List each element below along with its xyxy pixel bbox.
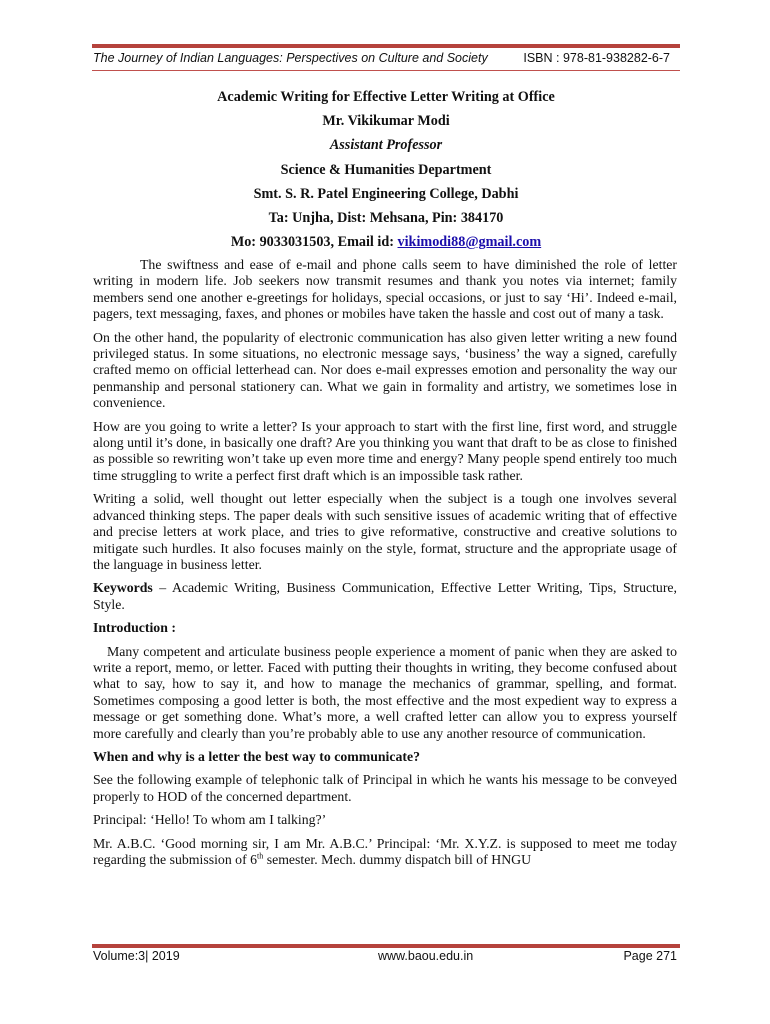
abstract-paragraph-4: Writing a solid, well thought out letter especially when the subject is a tough one involves several advanced thinking steps. The paper deals with such sensitive issues of academic writing that of effective and precise letters at work place, and tries to give reformative, constructive and creative solutions to mitigate such hurdles. It also focuses mainly on the style, format, structure and the appropriate usage of the language in business letter. <box>93 491 677 572</box>
ordinal-superscript: th <box>257 851 264 861</box>
author-designation: Assistant Professor <box>329 137 443 154</box>
section-heading-when-why: When and why is a letter the best way to communicate? <box>93 748 421 764</box>
dialogue-line-abc <box>93 836 677 869</box>
dialogue-text-a: Mr. A.B.C. ‘Good morning sir, I am Mr. A.B.C.’ Principal: ‘Mr. X.Y.Z. is supposed to meet me today regarding the submission of 6 <box>93 835 677 867</box>
abstract-paragraph-1: The swiftness and ease of e-mail and phone calls seem to have diminished the role of letter writing in modern life. Job seekers now transmit resumes and thank you notes via internet; family members send one another e-greetings for holidays, special occasions, or just to say ‘Hi’. Indeed e-mail, pagers, text messaging, faxes, and phones or mobiles have taken the hassle and cost out of many a task. <box>93 257 677 322</box>
contact-phone: Mo: 9033031503, Email id: <box>230 234 398 251</box>
abstract-paragraph-3: How are you going to write a letter? Is your approach to start with the first line, first word, and struggle along until it’s done, in basically one draft? Are you thinking you want that draft to be as close to finished as possible so rewriting won’t take up even more time and energy? Many people spend entirely too much time struggling to write a perfect first draft which is an impossible task rather. <box>93 418 677 483</box>
dialogue-line-principal: Principal: ‘Hello! To whom am I talking?’ <box>93 812 327 828</box>
running-header <box>92 51 680 69</box>
dialogue-text-b: semester. Mech. dummy dispatch bill of HNGU <box>263 852 532 867</box>
page-number: Page 271 <box>623 949 677 963</box>
paper-title: Academic Writing for Effective Letter Writing at Office <box>217 89 555 105</box>
author-address: Ta: Unjha, Dist: Mehsana, Pin: 384170 <box>268 209 504 226</box>
author-department: Science & Humanities Department <box>280 161 492 178</box>
header-rule-bottom <box>92 70 680 71</box>
email-link[interactable]: vikimodi88@gmail.com <box>397 234 542 251</box>
keywords-text: – Academic Writing, Business Communication, Effective Letter Writing, Tips, Structure, Style. <box>93 580 677 612</box>
example-intro-paragraph: See the following example of telephonic talk of Principal in which he wants his message to be conveyed properly to HOD of the concerned department. <box>93 772 677 804</box>
website-url: www.baou.edu.in <box>378 949 474 963</box>
author-contact <box>92 230 680 254</box>
keywords <box>93 580 677 613</box>
footer-rule <box>92 944 680 948</box>
introduction-heading: Introduction : <box>93 620 176 636</box>
journal-title: The Journey of Indian Languages: Perspectives on Culture and Society <box>93 51 488 65</box>
isbn: ISBN : 978-81-938282-6-7 <box>523 51 670 65</box>
abstract-paragraph-2: On the other hand, the popularity of electronic communication has also given letter writing a new found privileged status. In some situations, no electronic message says, ‘business’ the way a signed, carefully crafted memo on official letterhead can. Nor does e-mail expresses emotion and personality the way our penmanship and personal stationery can. What we gain in formality and artistry, we sometimes lose in convenience. <box>93 329 677 411</box>
author-college: Smt. S. R. Patel Engineering College, Dabhi <box>253 185 519 202</box>
article-body <box>93 257 677 875</box>
author-name: Mr. Vikikumar Modi <box>322 113 450 130</box>
header-rule-top <box>92 44 680 48</box>
volume-info: Volume:3| 2019 <box>93 949 180 963</box>
introduction-paragraph: Many competent and articulate business people experience a moment of panic when they are asked to write a report, memo, or letter. Faced with putting their thoughts in writing, they become confused about what to say, how to say it, and how to manage the mechanics of grammar, spelling, and format. Sometimes composing a good letter is both, the most effective and the most expedient way to express a message or get something done. What’s more, a well crafted letter can allow you to express yourself more carefully and clearly than you’re probably able to use any another resource of communication. <box>93 643 677 741</box>
running-footer <box>92 949 680 967</box>
keywords-label: Keywords <box>93 580 153 596</box>
title-block <box>92 85 680 254</box>
